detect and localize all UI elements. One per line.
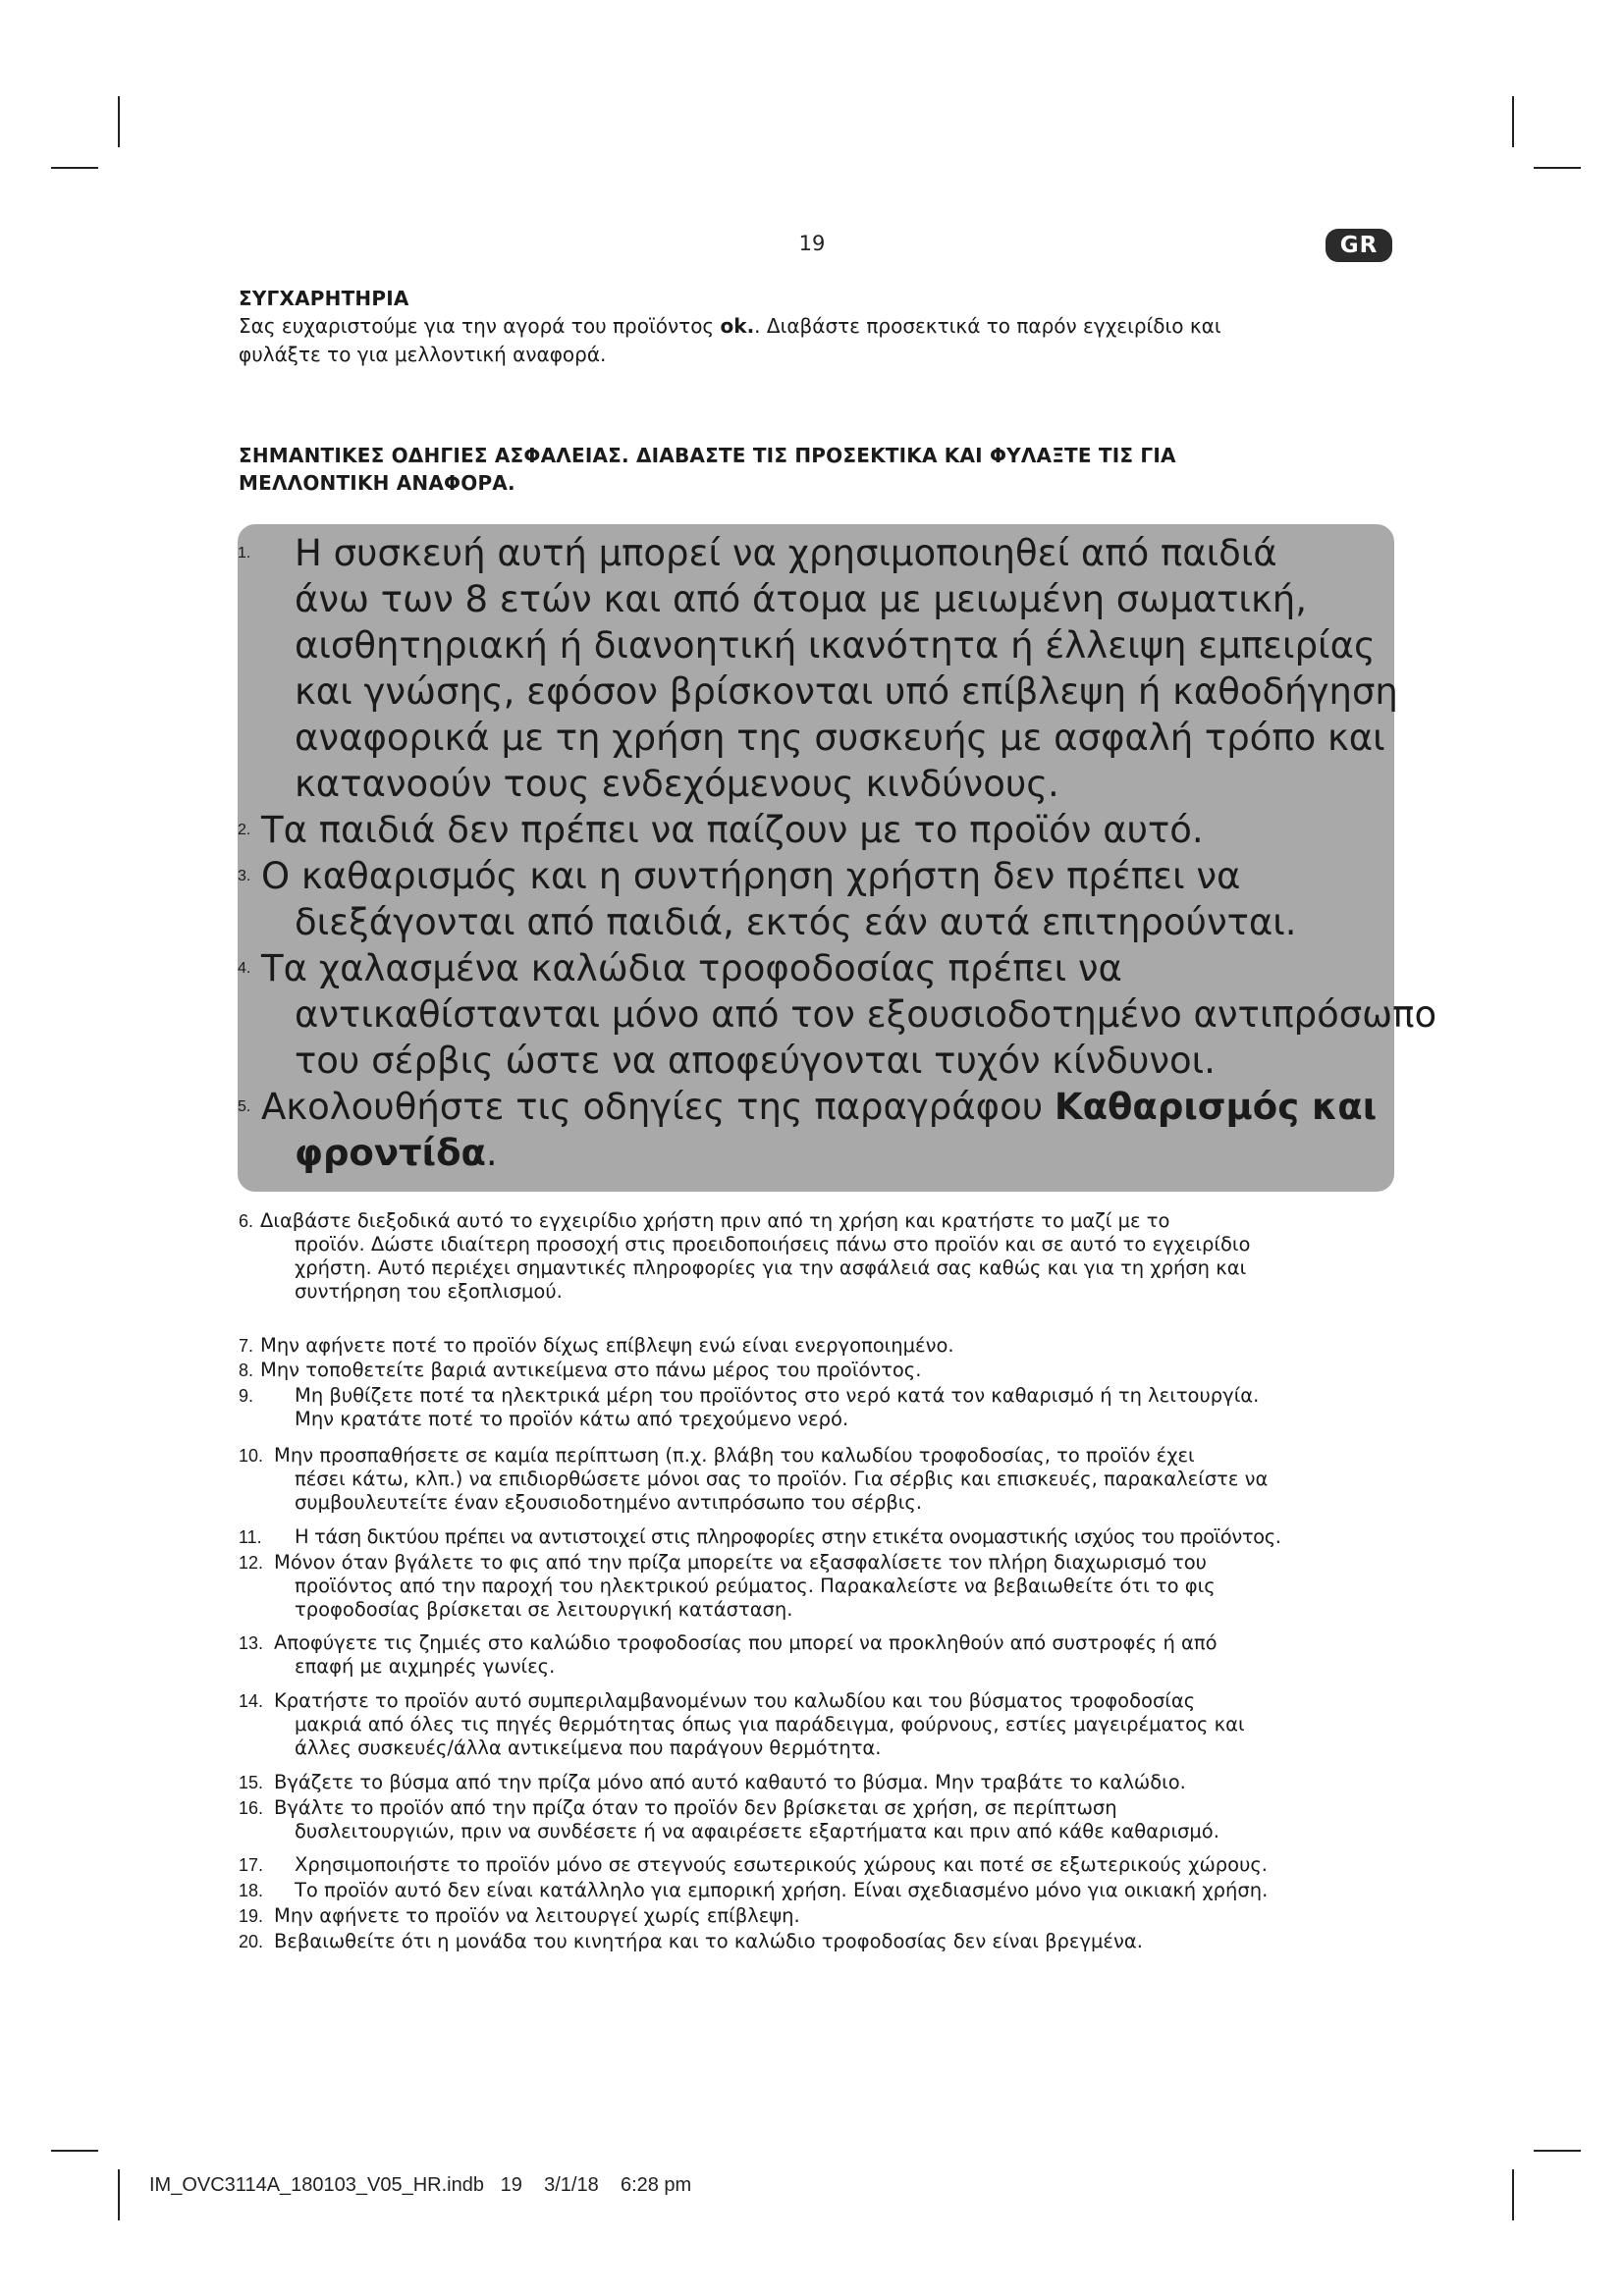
language-badge: GR <box>1326 229 1392 262</box>
item-number: 10. <box>239 1446 264 1466</box>
text-line: Μην τοποθετείτε βαριά αντικείμενα στο πάνω μέρος του προϊόντος. <box>260 1359 922 1381</box>
crop-mark <box>118 96 120 147</box>
text-line: Μη βυθίζετε ποτέ τα ηλεκτρικά μέρη του προϊόντος στο νερό κατά τον καθαρισμό ή τη λειτουργία. <box>295 1384 1260 1407</box>
crop-mark <box>1534 2150 1581 2152</box>
text-line: αναφορικά με τη χρήση της συσκευής με ασφαλή τρόπο και <box>295 717 1385 759</box>
text-line: προϊόντος από την παροχή του ηλεκτρικού ρεύματος. Παρακαλείστε να βεβαιωθείτε ότι το φις <box>295 1575 1216 1597</box>
text-line: Μην προσπαθήσετε σε καμία περίπτωση (π.χ. βλάβη του καλωδίου τροφοδοσίας, το προϊόν έχει <box>274 1444 1195 1467</box>
congrats-text-end: . Διαβάστε προσεκτικά το παρόν εγχειρίδιο και <box>754 314 1221 338</box>
text-line: κατανοούν τους ενδεχόμενους κινδύνους. <box>295 763 1059 805</box>
item-number: 5. <box>238 1098 251 1115</box>
brand-name: ok. <box>720 314 755 338</box>
crop-mark <box>118 2169 120 2220</box>
text-line: αντικαθίστανται μόνο από τον εξουσιοδοτημένο αντιπρόσωπο <box>295 993 1437 1036</box>
congrats-text <box>239 312 1221 369</box>
text-span: Ακολουθήστε τις οδηγίες της παραγράφου <box>261 1086 1055 1128</box>
text-line: μακριά από όλες τις πηγές θερμότητας όπως για παράδειγμα, φούρνους, εστίες μαγειρέματος και <box>295 1713 1245 1735</box>
text-span: . <box>485 1132 498 1174</box>
text-line: Το προϊόν αυτό δεν είναι κατάλληλο για εμπορική χρήση. Είναι σχεδιασμένο μόνο για οικιακή χρήση. <box>295 1879 1269 1901</box>
text-line: Βεβαιωθείτε ότι η μονάδα του κινητήρα και το καλώδιο τροφοδοσίας δεν είναι βρεγμένα. <box>274 1930 1143 1952</box>
text-line: χρήστη. Αυτό περιέχει σημαντικές πληροφορίες για την ασφάλειά σας καθώς και για τη χρήση και <box>295 1256 1247 1279</box>
text-line: Μην αφήνετε το προϊόν να λειτουργεί χωρίς επίβλεψη. <box>274 1904 800 1927</box>
item-number: 16. <box>239 1798 264 1818</box>
text-line: Η τάση δικτύου πρέπει να αντιστοιχεί στις πληροφορίες στην ετικέτα ονομαστικής ισχύος του προϊόντος. <box>295 1525 1281 1548</box>
text-line <box>261 1084 1377 1130</box>
safety-heading-line2: ΜΕΛΛΟΝΤΙΚΗ ΑΝΑΦΟΡΑ. <box>239 471 515 495</box>
item-number: 2. <box>238 822 251 838</box>
item-number: 19. <box>239 1906 264 1926</box>
safety-heading <box>239 442 1176 497</box>
item-number: 13. <box>239 1633 264 1653</box>
item-number: 11. <box>239 1527 262 1547</box>
item-number: 12. <box>239 1553 264 1573</box>
congrats-text-start: Σας ευχαριστούμε για την αγορά του προϊόντος <box>239 314 721 338</box>
item-number: 8. <box>239 1361 254 1380</box>
congrats-text-line2: φυλάξτε το για μελλοντική αναφορά. <box>239 343 607 366</box>
crop-mark <box>1534 167 1581 169</box>
text-line: Χρησιμοποιήστε το προϊόν μόνο σε στεγνούς εσωτερικούς χώρους και ποτέ σε εξωτερικούς χώρους. <box>295 1853 1269 1876</box>
congrats-title: ΣΥΓΧΑΡΗΤΗΡΙΑ <box>239 287 409 310</box>
text-line: Αποφύγετε τις ζημιές στο καλώδιο τροφοδοσίας που μπορεί να προκληθούν από συστροφές ή από <box>274 1631 1218 1654</box>
text-line: Κρατήστε το προϊόν αυτό συμπεριλαμβανομένων του καλωδίου και του βύσματος τροφοδοσίας <box>274 1689 1196 1712</box>
text-line: του σέρβις ώστε να αποφεύγονται τυχόν κίνδυνοι. <box>295 1040 1216 1082</box>
safety-heading-line1: ΣΗΜΑΝΤΙΚΕΣ ΟΔΗΓΙΕΣ ΑΣΦΑΛΕΙΑΣ. ΔΙΑΒΑΣΤΕ ΤΙΣ ΠΡΟΣΕΚΤΙΚΑ ΚΑΙ ΦΥΛΑΞΤΕ ΤΙΣ ΓΙΑ <box>239 444 1176 467</box>
item-number: 6. <box>239 1211 254 1231</box>
text-line: Τα χαλασμένα καλώδια τροφοδοσίας πρέπει να <box>261 947 1122 989</box>
text-line <box>295 1130 498 1176</box>
item-number: 17. <box>239 1855 264 1875</box>
text-line: Μην κρατάτε ποτέ το προϊόν κάτω από τρεχούμενο νερό. <box>295 1408 849 1430</box>
bold-section-ref: φροντίδα <box>295 1132 486 1174</box>
text-line: συντήρηση του εξοπλισμού. <box>295 1280 563 1303</box>
text-line: προϊόν. Δώστε ιδιαίτερη προσοχή στις προειδοποιήσεις πάνω στο προϊόν και σε αυτό το εγχειρίδιο <box>295 1233 1251 1255</box>
text-line: άλλες συσκευές/άλλα αντικείμενα που παράγουν θερμότητα. <box>295 1736 882 1759</box>
item-number: 20. <box>239 1932 264 1951</box>
item-number: 18. <box>239 1881 264 1900</box>
item-text <box>295 530 1398 807</box>
page-number: 19 <box>798 232 826 255</box>
crop-mark <box>51 167 98 169</box>
crop-mark <box>1512 2169 1514 2220</box>
item-number: 14. <box>239 1691 264 1711</box>
item-number: 4. <box>238 960 251 977</box>
item-number: 3. <box>238 868 251 884</box>
item-number: 15. <box>239 1773 264 1792</box>
text-line: τροφοδοσίας βρίσκεται σε λειτουργική κατάσταση. <box>295 1598 793 1621</box>
text-line: Μην αφήνετε ποτέ το προϊόν δίχως επίβλεψη ενώ είναι ενεργοποιημένο. <box>260 1334 954 1357</box>
text-line: Τα παιδιά δεν πρέπει να παίζουν με το προϊόν αυτό. <box>261 809 1204 851</box>
text-line: Βγάλτε το προϊόν από την πρίζα όταν το προϊόν δεν βρίσκεται σε χρήση, σε περίπτωση <box>274 1796 1117 1819</box>
text-line: αισθητηριακή ή διανοητική ικανότητα ή έλλειψη εμπειρίας <box>295 624 1376 667</box>
text-line: Η συσκευή αυτή μπορεί να χρησιμοποιηθεί από παιδιά <box>295 532 1277 574</box>
crop-mark <box>51 2150 98 2152</box>
text-line: Ο καθαρισμός και η συντήρηση χρήστη δεν πρέπει να <box>261 855 1241 897</box>
text-line: επαφή με αιχμηρές γωνίες. <box>295 1655 556 1678</box>
text-line: Μόνον όταν βγάλετε το φις από την πρίζα μπορείτε να εξασφαλίσετε τον πλήρη διαχωρισμό του <box>274 1551 1207 1574</box>
text-line: άνω των 8 ετών και από άτομα με μειωμένη σωματική, <box>295 578 1307 620</box>
text-line: Διαβάστε διεξοδικά αυτό το εγχειρίδιο χρήστη πριν από τη χρήση και κρατήστε το μαζί με το <box>260 1209 1170 1232</box>
text-line: συμβουλευτείτε έναν εξουσιοδοτημένο αντιπρόσωπο του σέρβις. <box>295 1491 923 1514</box>
print-footer: IM_OVC3114A_180103_V05_HR.indb 19 3/1/18 6:28 pm <box>149 2174 692 2196</box>
text-line: και γνώσης, εφόσον βρίσκονται υπό επίβλεψη ή καθοδήγηση <box>295 670 1398 713</box>
item-number: 7. <box>239 1336 254 1356</box>
bold-section-ref: Καθαρισμός και <box>1054 1086 1378 1128</box>
text-line: Βγάζετε το βύσμα από την πρίζα μόνο από αυτό καθαυτό το βύσμα. Μην τραβάτε το καλώδιο. <box>274 1771 1186 1793</box>
text-line: δυσλειτουργιών, πριν να συνδέσετε ή να αφαιρέσετε εξαρτήματα και πριν από κάθε καθαρισμό. <box>295 1820 1219 1842</box>
item-number: 1. <box>238 545 251 561</box>
text-line: διεξάγονται από παιδιά, εκτός εάν αυτά επιτηρούνται. <box>295 901 1297 943</box>
crop-mark <box>1512 96 1514 147</box>
text-line: πέσει κάτω, κλπ.) να επιδιορθώσετε μόνοι σας το προϊόν. Για σέρβις και επισκευές, παρακαλείστε να <box>295 1468 1269 1490</box>
item-number: 9. <box>239 1386 254 1406</box>
